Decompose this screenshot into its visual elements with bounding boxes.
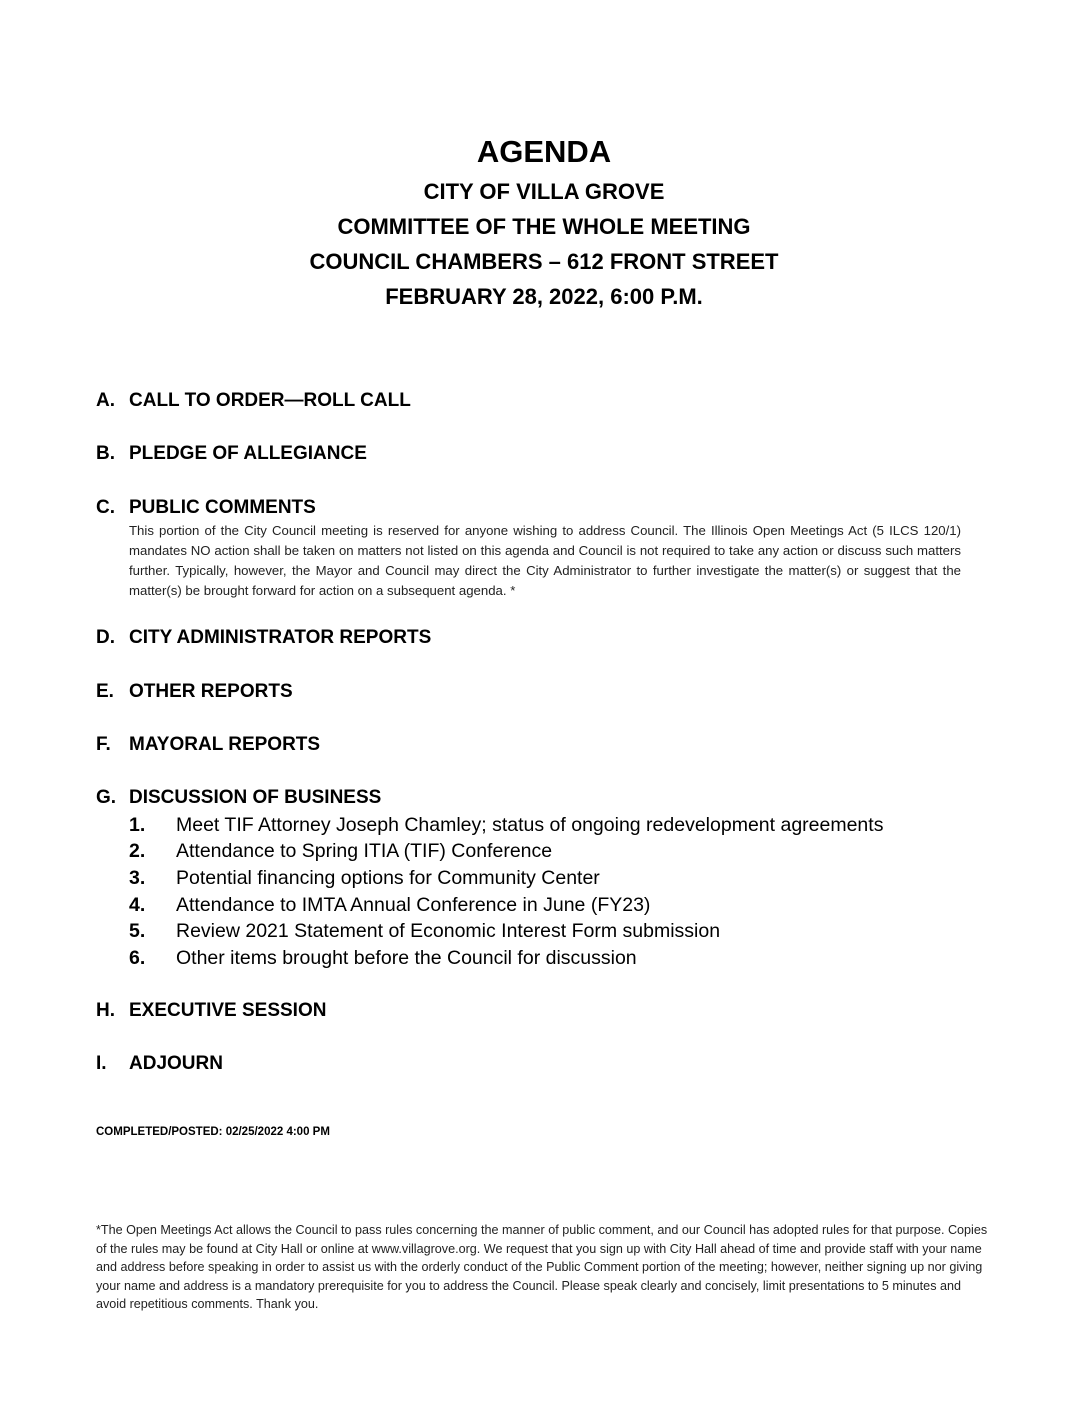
item-number: 4. xyxy=(129,894,146,916)
section-label: PLEDGE OF ALLEGIANCE xyxy=(129,443,367,464)
item-text: Attendance to Spring ITIA (TIF) Conference xyxy=(176,840,553,862)
item-text: Other items brought before the Council for discussion xyxy=(176,947,637,969)
section-public-comments xyxy=(96,496,316,520)
section-label: PUBLIC COMMENTS xyxy=(129,497,316,518)
section-adjourn xyxy=(96,1052,223,1076)
item-text: Attendance to IMTA Annual Conference in June (FY23) xyxy=(176,894,651,916)
business-item xyxy=(129,812,883,838)
item-number: 6. xyxy=(129,947,146,969)
agenda-header xyxy=(0,130,1088,314)
business-item xyxy=(129,838,552,864)
item-number: 2. xyxy=(129,840,146,862)
section-letter: C. xyxy=(96,497,115,518)
section-label: DISCUSSION OF BUSINESS xyxy=(129,787,382,808)
section-call-to-order xyxy=(96,389,411,413)
business-item xyxy=(129,945,637,971)
section-letter: F. xyxy=(96,734,111,755)
section-label: CITY ADMINISTRATOR REPORTS xyxy=(129,627,432,648)
section-letter: I. xyxy=(96,1053,107,1074)
meeting-datetime: FEBRUARY 28, 2022, 6:00 P.M. xyxy=(385,284,703,309)
item-text: Review 2021 Statement of Economic Interest Form submission xyxy=(176,920,721,942)
footnote: *The Open Meetings Act allows the Council to pass rules concerning the manner of public comment, and our Council has adopted rules for that purpose. Copies of the rules may be found at City Hall or online at www.villagrove.org. We request that you sign up with City Hall ahead of time and provide staff with your name and address before speaking in order to assist us with the orderly conduct of the Public Comment portion of the meeting; however, neither signing up nor giving your name and address is a mandatory prerequisite for you to address the Council. Please speak clearly and concisely, limit presentations to 5 minutes and avoid repetitious comments. Thank you. xyxy=(96,1223,988,1311)
section-label: CALL TO ORDER—ROLL CALL xyxy=(129,390,411,411)
business-item xyxy=(129,892,650,918)
section-label: ADJOURN xyxy=(129,1053,223,1074)
section-label: EXECUTIVE SESSION xyxy=(129,1000,327,1021)
meeting-name: COMMITTEE OF THE WHOLE MEETING xyxy=(337,214,751,239)
business-item xyxy=(129,918,720,944)
section-letter: A. xyxy=(96,390,115,411)
item-text: Potential financing options for Community Center xyxy=(176,867,600,889)
section-pledge xyxy=(96,442,367,466)
section-label: OTHER REPORTS xyxy=(129,681,293,702)
city-name: CITY OF VILLA GROVE xyxy=(423,179,665,204)
section-letter: E. xyxy=(96,681,114,702)
section-city-administrator-reports xyxy=(96,626,431,650)
section-letter: B. xyxy=(96,443,115,464)
meeting-location: COUNCIL CHAMBERS – 612 FRONT STREET xyxy=(309,249,779,274)
section-executive-session xyxy=(96,999,326,1023)
posted-timestamp: COMPLETED/POSTED: 02/25/2022 4:00 PM xyxy=(96,1126,330,1138)
item-text: Meet TIF Attorney Joseph Chamley; status of ongoing redevelopment agreements xyxy=(176,814,884,836)
section-discussion-of-business xyxy=(96,786,381,810)
item-number: 3. xyxy=(129,867,146,889)
section-other-reports xyxy=(96,680,293,704)
page-title: AGENDA xyxy=(476,134,612,169)
section-letter: H. xyxy=(96,1000,115,1021)
public-comments-description: This portion of the City Council meeting is reserved for anyone wishing to address Council. The Illinois Open Meetings Act (5 ILCS 120/1) mandates NO action shall be taken on matters not listed on this agenda and Council is not required to take any action or discuss such matters further. Typically, however, the Mayor and Council may direct the City Administrator to further investigate the matter(s) or suggest that the matter(s) be brought forward for action on a subsequent agenda. * xyxy=(129,523,961,598)
item-number: 1. xyxy=(129,814,146,836)
business-item xyxy=(129,865,600,891)
section-mayoral-reports xyxy=(96,733,320,757)
item-number: 5. xyxy=(129,920,146,942)
section-label: MAYORAL REPORTS xyxy=(129,734,321,755)
section-letter: G. xyxy=(96,787,117,808)
section-letter: D. xyxy=(96,627,115,648)
